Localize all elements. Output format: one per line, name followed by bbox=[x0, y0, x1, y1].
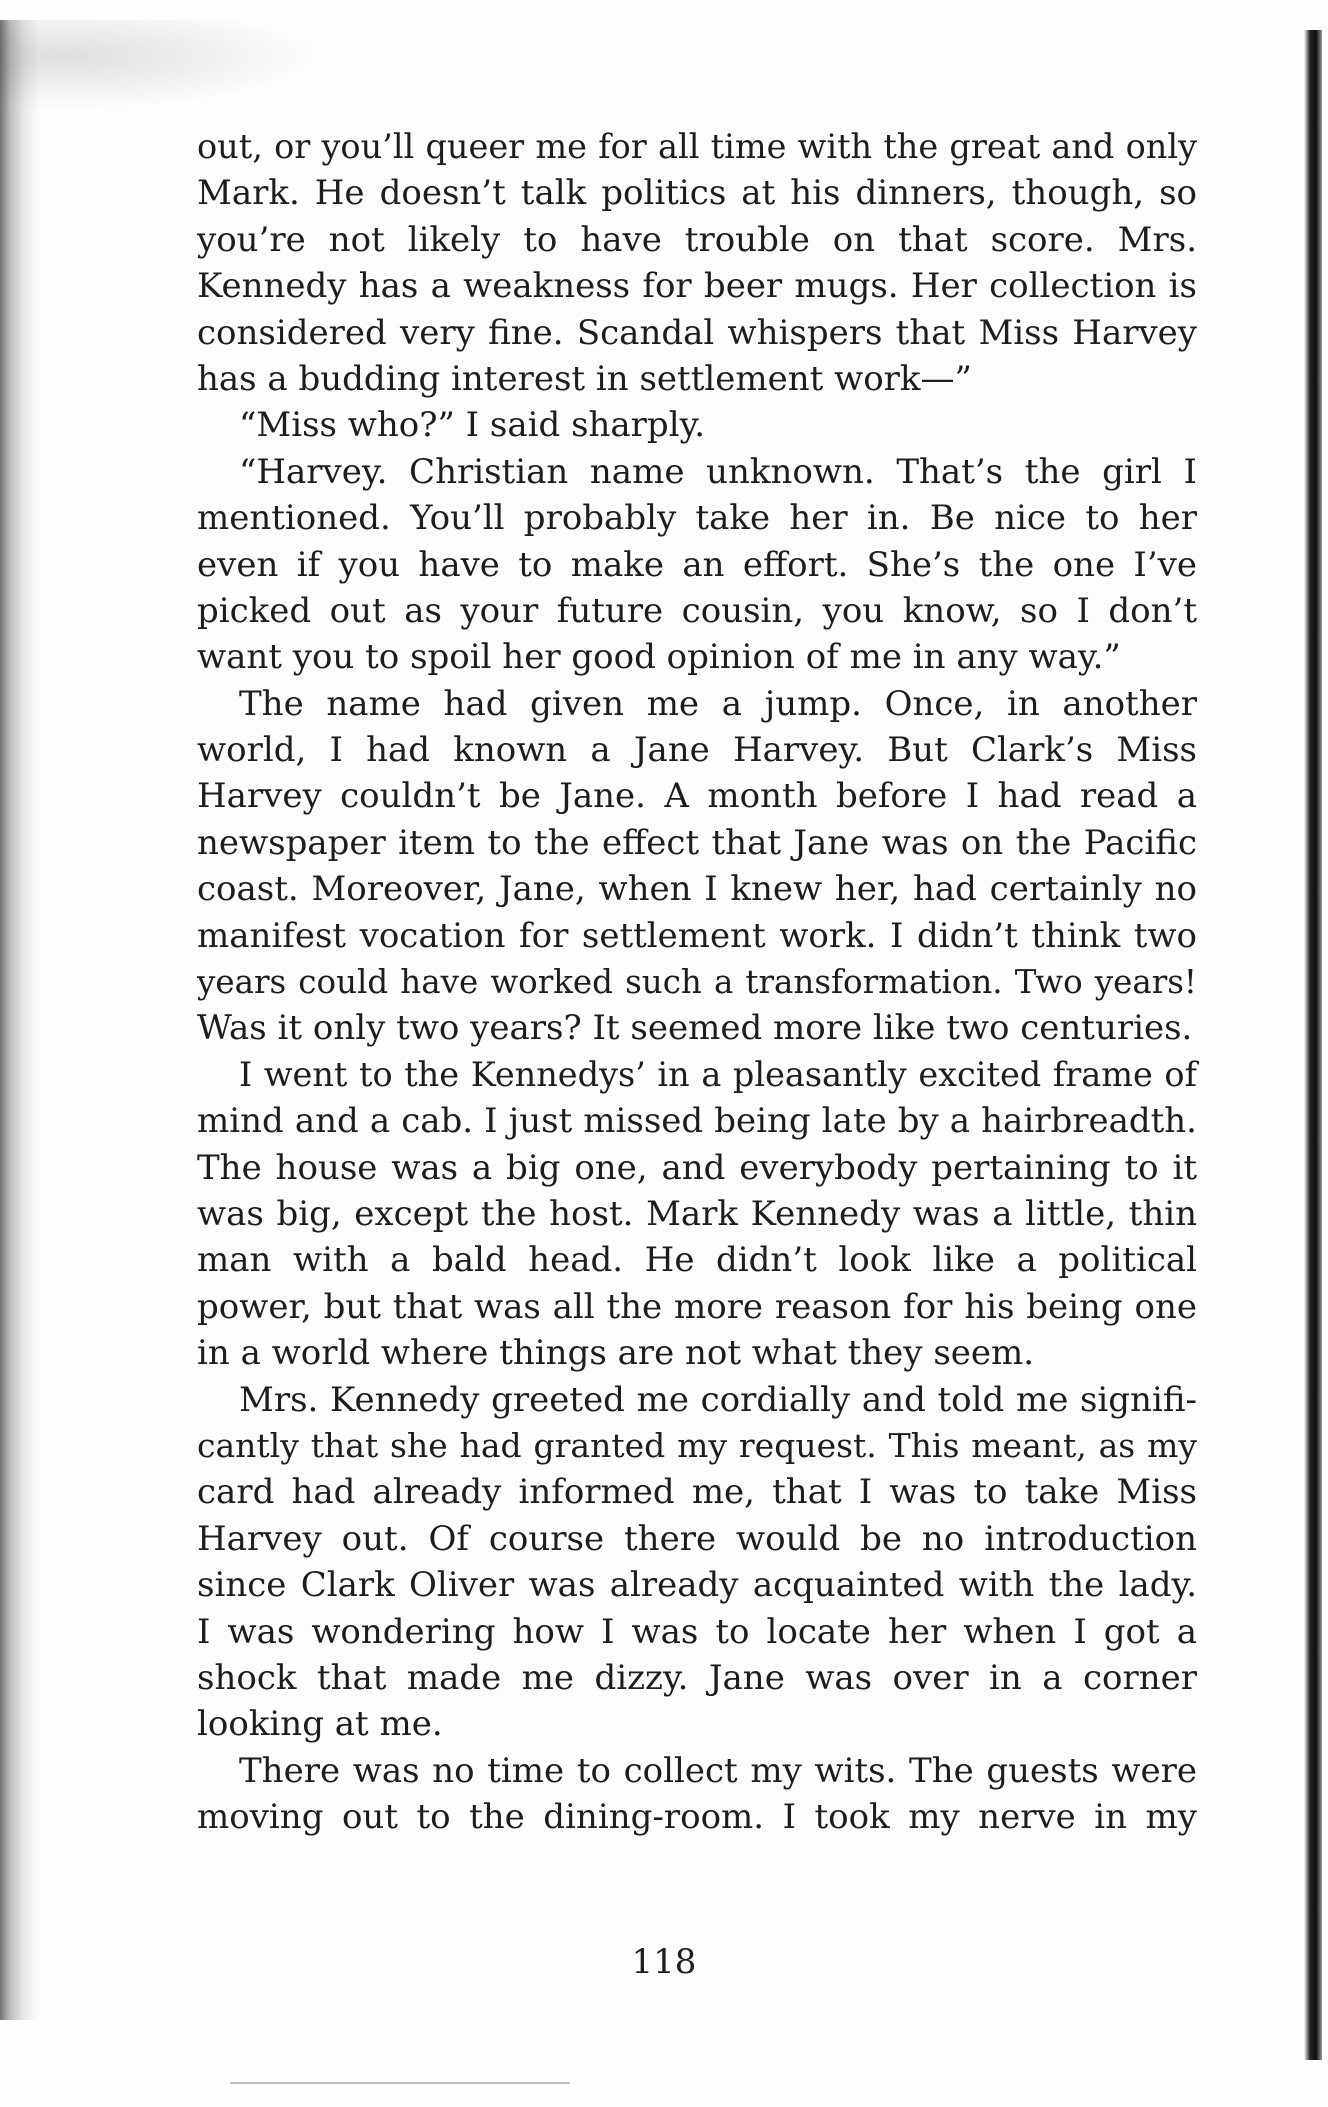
text-line: years could have worked such a transformation. Two years! bbox=[197, 963, 1197, 1002]
text-line: cantly that she had granted my request. This meant, as my bbox=[197, 1425, 1197, 1465]
text-line: even if you have to make an effort. She’s the one I’ve bbox=[197, 544, 1197, 585]
text-line: was big, except the host. Mark Kennedy was a little, thin bbox=[197, 1193, 1197, 1234]
text-line: mentioned. You’ll probably take her in. Be nice to her bbox=[197, 498, 1197, 539]
text-line: moving out to the dining-room. I took my nerve in my bbox=[197, 1797, 1197, 1838]
text-line: world, I had known a Jane Harvey. But Clark’s Miss bbox=[197, 730, 1197, 771]
text-line: “Miss who?” I said sharply. bbox=[239, 405, 706, 446]
text-line: card had already informed me, that I was to take Miss bbox=[197, 1472, 1197, 1513]
text-line: man with a bald head. He didn’t look like a political bbox=[197, 1240, 1197, 1281]
scan-binding-shadow bbox=[0, 20, 40, 2020]
text-line: “Harvey. Christian name unknown. That’s the girl I bbox=[239, 451, 1197, 492]
scan-smudge bbox=[0, 20, 320, 110]
text-line: Harvey couldn’t be Jane. A month before I had read a bbox=[197, 776, 1197, 817]
text-line: considered very fine. Scandal whispers that Miss Harvey bbox=[197, 312, 1197, 353]
text-line: The house was a big one, and everybody pertaining to it bbox=[197, 1147, 1197, 1188]
text-line: Mark. He doesn’t talk politics at his dinners, though, so bbox=[197, 173, 1197, 214]
body-text bbox=[197, 124, 1197, 1840]
text-line: Kennedy has a weakness for beer mugs. Her collection is bbox=[197, 266, 1197, 307]
text-line: shock that made me dizzy. Jane was over in a corner bbox=[197, 1657, 1197, 1698]
text-line: in a world where things are not what they seem. bbox=[197, 1333, 1035, 1374]
text-line: picked out as your future cousin, you know, so I don’t bbox=[197, 590, 1197, 631]
page-number: 118 bbox=[631, 1942, 697, 1982]
text-line: There was no time to collect my wits. The guests were bbox=[239, 1750, 1197, 1791]
text-line: I went to the Kennedys’ in a pleasantly excited frame of bbox=[239, 1054, 1197, 1094]
text-line: want you to spoil her good opinion of me in any way.” bbox=[197, 637, 1121, 678]
text-line: out, or you’ll queer me for all time with the great and only bbox=[197, 127, 1197, 166]
text-line: Mrs. Kennedy greeted me cordially and told me signifi- bbox=[239, 1379, 1197, 1420]
text-line: has a budding interest in settlement work—” bbox=[197, 358, 972, 399]
text-line: The name had given me a jump. Once, in another bbox=[239, 683, 1197, 724]
text-line: manifest vocation for settlement work. I didn’t think two bbox=[197, 915, 1197, 956]
text-line: looking at me. bbox=[197, 1704, 443, 1745]
text-line: you’re not likely to have trouble on that score. Mrs. bbox=[197, 219, 1197, 260]
text-line: power, but that was all the more reason for his being one bbox=[197, 1286, 1197, 1327]
text-line: Harvey out. Of course there would be no introduction bbox=[197, 1518, 1197, 1559]
scan-edge-shadow bbox=[1304, 30, 1322, 2060]
text-line: since Clark Oliver was already acquainted with the lady. bbox=[197, 1565, 1197, 1606]
scan-bottom-mark bbox=[230, 2082, 570, 2084]
text-line: Was it only two years? It seemed more like two centuries. bbox=[197, 1008, 1193, 1049]
text-line: coast. Moreover, Jane, when I knew her, had certainly no bbox=[197, 869, 1197, 910]
text-line: newspaper item to the effect that Jane was on the Pacific bbox=[197, 822, 1197, 863]
text-line: mind and a cab. I just missed being late by a hairbreadth. bbox=[197, 1101, 1197, 1142]
text-line: I was wondering how I was to locate her when I got a bbox=[197, 1611, 1197, 1652]
